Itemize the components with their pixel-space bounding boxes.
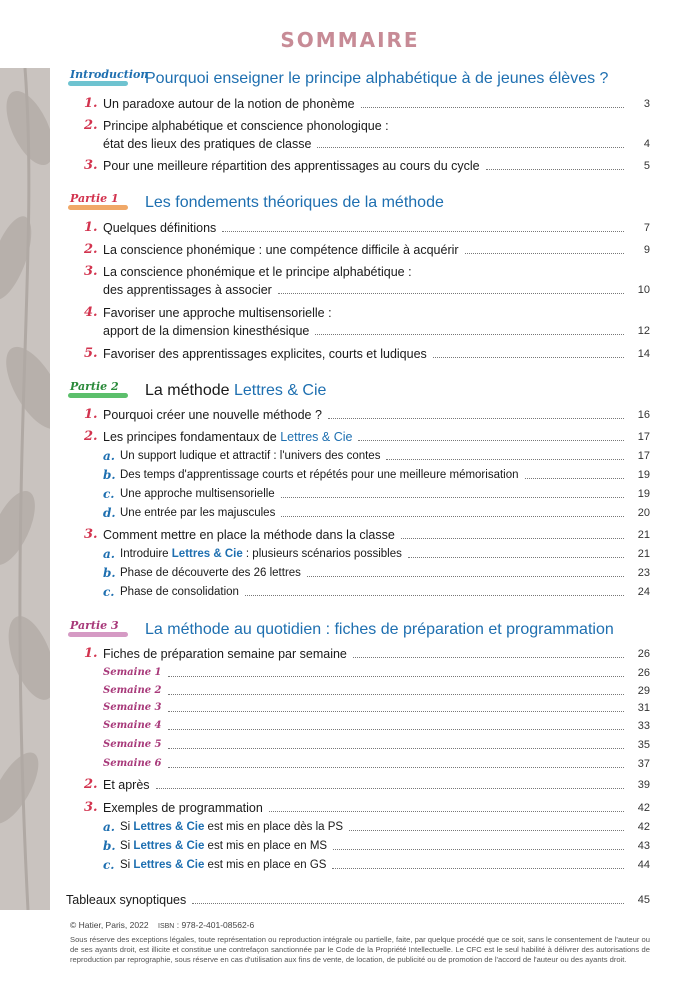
toc-entry[interactable]: 1. Un paradoxe autour de la notion de phonème 3 xyxy=(84,96,650,111)
toc-entry[interactable]: 1. Fiches de préparation semaine par semaine 26 xyxy=(84,646,650,661)
section-tag: Partie 2 xyxy=(70,380,119,393)
toc-subentry[interactable]: c. Phase de consolidation 24 xyxy=(103,585,650,599)
toc-subentry[interactable]: a. Un support ludique et attractif : l'univers des contes 17 xyxy=(103,449,650,463)
toc-entry[interactable]: 2. La conscience phonémique : une compétence difficile à acquérir 9 xyxy=(84,242,650,257)
toc-subentry[interactable]: c. Si Lettres & Cie est mis en place en GS 44 xyxy=(103,858,650,872)
toc-subentry[interactable]: d. Une entrée par les majuscules 20 xyxy=(103,506,650,520)
section-partie-2 xyxy=(70,378,650,406)
toc-entry[interactable]: 1. Pourquoi créer une nouvelle méthode ? 16 xyxy=(84,407,650,422)
page-title: SOMMAIRE xyxy=(280,28,420,52)
toc-entry[interactable]: 3. Pour une meilleure répartition des apprentissages au cours du cycle 5 xyxy=(84,158,650,173)
toc-entry[interactable]: 3. Exemples de programmation 42 xyxy=(84,800,650,815)
decorative-side-band xyxy=(0,68,50,910)
toc-week-entry[interactable]: Semaine 2 29 xyxy=(103,685,650,697)
section-partie-3 xyxy=(70,617,650,645)
section-tag: Introduction xyxy=(70,68,148,81)
leaf-pattern-icon xyxy=(0,68,50,910)
toc-entry[interactable]: 2. Principe alphabétique et conscience phonologique : état des lieux des pratiques de classe 4 xyxy=(84,118,650,151)
toc-entry[interactable]: 1. Quelques définitions 7 xyxy=(84,220,650,235)
section-heading: La méthode Lettres & Cie xyxy=(145,382,327,399)
toc-week-entry[interactable]: Semaine 1 26 xyxy=(103,667,650,679)
toc-subentry[interactable]: b. Des temps d'apprentissage courts et répétés pour une meilleure mémorisation 19 xyxy=(103,468,650,482)
footer-copyright: © Hatier, Paris, 2022 ISBN : 978-2-401-08562-6 xyxy=(70,920,255,930)
section-heading: La méthode au quotidien : fiches de préparation et programmation xyxy=(145,621,614,638)
section-tag: Partie 3 xyxy=(70,619,119,632)
section-tag: Partie 1 xyxy=(70,192,119,205)
toc-week-entry[interactable]: Semaine 4 33 xyxy=(103,720,650,732)
toc-entry[interactable]: 2. Les principes fondamentaux de Lettres & Cie 17 xyxy=(84,429,650,444)
toc-entry[interactable]: 3. La conscience phonémique et le principe alphabétique : des apprentissages à associer 10 xyxy=(84,264,650,297)
section-partie-1 xyxy=(70,190,650,218)
toc-subentry[interactable]: c. Une approche multisensorielle 19 xyxy=(103,487,650,501)
toc-week-entry[interactable]: Semaine 6 37 xyxy=(103,758,650,770)
toc-subentry[interactable]: b. Si Lettres & Cie est mis en place en MS 43 xyxy=(103,839,650,853)
toc-entry-synoptiques[interactable]: Tableaux synoptiques 45 xyxy=(66,893,650,907)
toc-entry[interactable]: 5. Favoriser des apprentissages explicites, courts et ludiques 14 xyxy=(84,346,650,361)
toc-subentry[interactable]: a. Introduire Lettres & Cie : plusieurs scénarios possibles 21 xyxy=(103,547,650,561)
section-heading: Pourquoi enseigner le principe alphabétique à de jeunes élèves ? xyxy=(145,70,609,87)
toc-entry[interactable]: 2. Et après 39 xyxy=(84,777,650,792)
toc-entry[interactable]: 3. Comment mettre en place la méthode dans la classe 21 xyxy=(84,527,650,542)
toc-entry[interactable]: 4. Favoriser une approche multisensorielle : apport de la dimension kinesthésique 12 xyxy=(84,305,650,338)
section-introduction xyxy=(70,66,650,94)
toc-subentry[interactable]: a. Si Lettres & Cie est mis en place dès la PS 42 xyxy=(103,820,650,834)
toc-week-entry[interactable]: Semaine 5 35 xyxy=(103,739,650,751)
footer xyxy=(70,920,650,965)
section-heading: Les fondements théoriques de la méthode xyxy=(145,194,444,211)
toc-week-entry[interactable]: Semaine 3 31 xyxy=(103,702,650,714)
footer-legal: Sous réserve des exceptions légales, toute représentation ou reproduction intégrale ou partielle, faite, par quelque procédé que ce soit, sans le consentement de l'auteur ou de ses ayants droit, est illicite et constitue une contrefaçon sanctionnée par le Code de la Propriété Intellectuelle. Le CFC est le seul habilité à délivrer des autorisations de reproduction par reprographie, sous réserve en cas d'utilisation aux fins de vente, de location, de publicité ou de promotion de l'accord de l'auteur ou des ayants droit. xyxy=(70,935,650,964)
toc-subentry[interactable]: b. Phase de découverte des 26 lettres 23 xyxy=(103,566,650,580)
